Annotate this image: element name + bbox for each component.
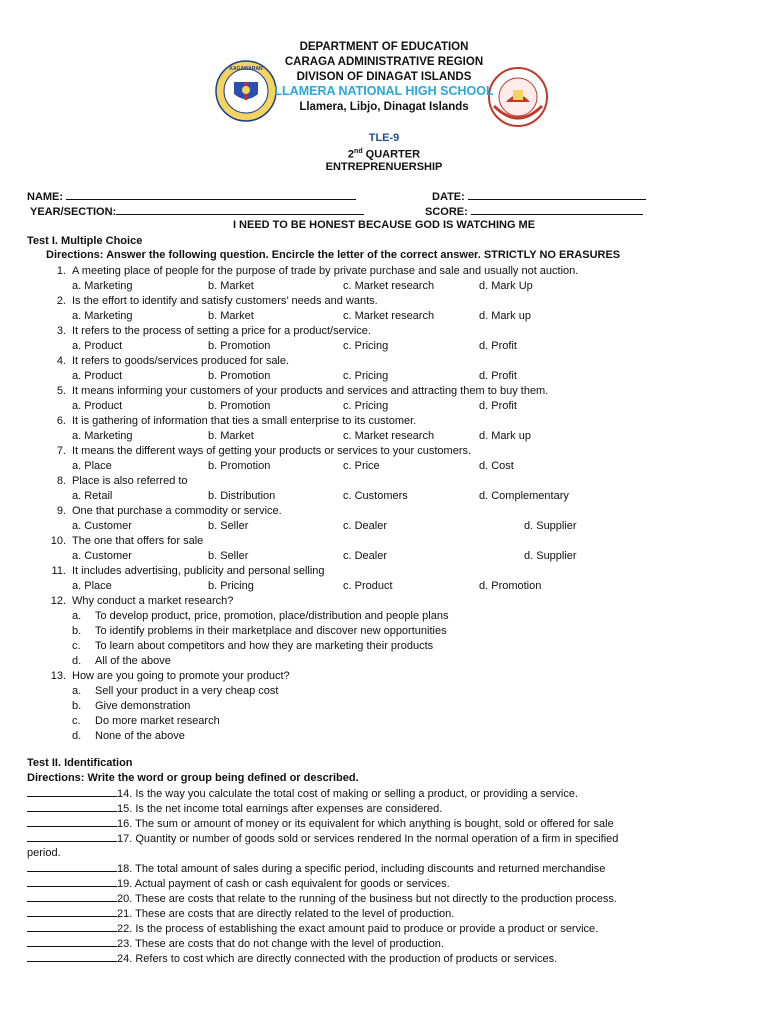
choice-letter[interactable]: b. (72, 625, 82, 637)
score-field[interactable]: SCORE: (425, 204, 643, 219)
choice-10-a[interactable]: a. Customer (72, 550, 132, 562)
question-text: It means the different ways of getting your products or services to your customers. (72, 445, 472, 457)
choice-1-c[interactable]: c. Market research (343, 280, 435, 292)
choice-7-c[interactable]: c. Price (343, 460, 380, 472)
identification-text: 20. These are costs that relate to the running of the business but not directly to the production process. (117, 893, 617, 905)
choice-1-a[interactable]: a. Marketing (72, 280, 133, 292)
choice-text[interactable]: Do more market research (95, 715, 220, 727)
question-number: 7. (56, 445, 66, 457)
question-number: 1. (56, 265, 66, 277)
division-heading: DIVISON OF DINAGAT ISLANDS (296, 71, 472, 83)
choice-8-c[interactable]: c. Customers (343, 490, 408, 502)
choice-7-a[interactable]: a. Place (72, 460, 112, 472)
question-number: 4. (56, 355, 66, 367)
subject-code: TLE-9 (368, 132, 400, 144)
answer-blank[interactable] (27, 936, 117, 947)
choice-6-d[interactable]: d. Mark up (479, 430, 531, 442)
answer-blank[interactable] (27, 816, 117, 827)
choice-letter[interactable]: d. (72, 655, 82, 667)
test2-directions: Directions: Write the word or group being defined or described. (27, 772, 359, 784)
identification-item (27, 936, 444, 951)
test1-title: Test I. Multiple Choice (27, 235, 143, 247)
identification-text: 17. Quantity or number of goods sold or services rendered In the normal operation of a firm in specified (117, 833, 619, 845)
school-name: LLAMERA NATIONAL HIGH SCHOOL (274, 84, 494, 98)
choice-text[interactable]: All of the above (95, 655, 171, 667)
answer-blank[interactable] (27, 951, 117, 962)
question-text: It refers to the process of setting a price for a product/service. (72, 325, 371, 337)
question-number: 12. (50, 595, 66, 607)
year-section-field[interactable]: YEAR/SECTION: (30, 204, 364, 219)
choice-letter[interactable]: c. (72, 715, 81, 727)
choice-4-c[interactable]: c. Pricing (343, 370, 389, 382)
question-text: The one that offers for sale (72, 535, 204, 547)
choice-5-a[interactable]: a. Product (72, 400, 123, 412)
question-number: 2. (56, 295, 66, 307)
question-number: 10. (50, 535, 66, 547)
topic-title: ENTREPRENUERSHIP (325, 161, 443, 173)
identification-item (27, 951, 557, 966)
dept-heading: DEPARTMENT OF EDUCATION (299, 41, 469, 53)
answer-blank[interactable] (27, 786, 117, 797)
identification-text: 16. The sum or amount of money or its equivalent for which anything is bought, sold or offered for sale (117, 818, 614, 830)
choice-1-d[interactable]: d. Mark Up (479, 280, 533, 292)
choice-text[interactable]: None of the above (95, 730, 185, 742)
choice-text[interactable]: To develop product, price, promotion, place/distribution and people plans (95, 610, 449, 622)
answer-blank[interactable] (27, 876, 117, 887)
choice-9-b[interactable]: b. Seller (208, 520, 249, 532)
identification-text: 21. These are costs that are directly related to the level of production. (117, 908, 455, 920)
identification-item (27, 906, 454, 921)
choice-4-d[interactable]: d. Profit (479, 370, 517, 382)
choice-7-d[interactable]: d. Cost (479, 460, 514, 472)
choice-3-d[interactable]: d. Profit (479, 340, 517, 352)
question-text: A meeting place of people for the purpose of trade by private purchase and sale and usually not auction. (72, 265, 579, 277)
question-text: How are you going to promote your product? (72, 670, 290, 682)
name-field[interactable]: NAME: (27, 189, 356, 204)
identification-text: 19. Actual payment of cash or cash equivalent for goods or services. (117, 878, 450, 890)
choice-10-c[interactable]: c. Dealer (343, 550, 388, 562)
choice-11-d[interactable]: d. Promotion (479, 580, 542, 592)
question-number: 11. (51, 565, 66, 577)
choice-2-a[interactable]: a. Marketing (72, 310, 133, 322)
svg-text:KAGAWARAN: KAGAWARAN (229, 66, 263, 72)
choice-4-b[interactable]: b. Promotion (208, 370, 271, 382)
question-number: 13. (50, 670, 66, 682)
answer-blank[interactable] (27, 861, 117, 872)
choice-text[interactable]: To identify problems in their marketplace and discover new opportunities (95, 625, 447, 637)
choice-3-a[interactable]: a. Product (72, 340, 123, 352)
identification-text: 24. Refers to cost which are directly connected with the production of products or services. (117, 953, 558, 965)
choice-8-b[interactable]: b. Distribution (208, 490, 276, 502)
identification-item (27, 891, 617, 906)
choice-2-d[interactable]: d. Mark up (479, 310, 531, 322)
choice-letter[interactable]: c. (72, 640, 81, 652)
choice-5-b[interactable]: b. Promotion (208, 400, 271, 412)
question-number: 6. (56, 415, 66, 427)
answer-blank[interactable] (27, 801, 117, 812)
choice-6-a[interactable]: a. Marketing (72, 430, 133, 442)
identification-text: 22. Is the process of establishing the exact amount paid to produce or provide a product or service. (117, 923, 599, 935)
identification-text: 23. These are costs that do not change with the level of production. (117, 938, 444, 950)
answer-blank[interactable] (27, 906, 117, 917)
choice-10-b[interactable]: b. Seller (208, 550, 249, 562)
date-field[interactable]: DATE: (432, 189, 646, 204)
choice-9-c[interactable]: c. Dealer (343, 520, 388, 532)
choice-5-d[interactable]: d. Profit (479, 400, 517, 412)
answer-blank[interactable] (27, 921, 117, 932)
answer-blank[interactable] (27, 891, 117, 902)
identification-text: 15. Is the net income total earnings after expenses are considered. (117, 803, 443, 815)
choice-4-a[interactable]: a. Product (72, 370, 123, 382)
question-text: It means informing your customers of your products and services and attracting them to buy them. (72, 385, 549, 397)
honesty-motto: I NEED TO BE HONEST BECAUSE GOD IS WATCHING ME (232, 219, 536, 231)
choice-11-a[interactable]: a. Place (72, 580, 112, 592)
question-number: 5. (56, 385, 66, 397)
identification-text: 18. The total amount of sales during a specific period, including discounts and returned merchandise (117, 863, 606, 875)
identification-item (27, 816, 614, 831)
question-text: Is the effort to identify and satisfy customers’ needs and wants. (72, 295, 378, 307)
question-number: 8. (56, 475, 66, 487)
choice-3-c[interactable]: c. Pricing (343, 340, 389, 352)
choice-9-a[interactable]: a. Customer (72, 520, 132, 532)
question-text: Why conduct a market research? (72, 595, 234, 607)
choice-3-b[interactable]: b. Promotion (208, 340, 271, 352)
choice-11-c[interactable]: c. Product (343, 580, 393, 592)
test2-title: Test II. Identification (27, 757, 133, 769)
identification-text: 14. Is the way you calculate the total cost of making or selling a product, or providing a service. (117, 788, 579, 800)
question-text: Place is also referred to (72, 475, 188, 487)
choice-letter[interactable]: a. (72, 685, 82, 697)
identification-item (27, 786, 578, 801)
choice-1-b[interactable]: b. Market (208, 280, 254, 292)
choice-text[interactable]: Sell your product in a very cheap cost (95, 685, 279, 697)
choice-5-c[interactable]: c. Pricing (343, 400, 389, 412)
choice-6-b[interactable]: b. Market (208, 430, 254, 442)
choice-8-a[interactable]: a. Retail (72, 490, 113, 502)
choice-11-b[interactable]: b. Pricing (208, 580, 254, 592)
choice-letter[interactable]: d. (72, 730, 82, 742)
quarter-label: 2nd QUARTER (347, 148, 421, 161)
choice-letter[interactable]: b. (72, 700, 82, 712)
choice-9-d[interactable]: d. Supplier (524, 520, 577, 532)
identification-item (27, 801, 442, 816)
question-text: It refers to goods/services produced for sale. (72, 355, 290, 367)
identification-text-continued: period. (27, 847, 61, 859)
school-address: Llamera, Libjo, Dinagat Islands (299, 101, 469, 113)
answer-blank[interactable] (27, 831, 117, 842)
question-text: It is gathering of information that ties a small enterprise to its customer. (72, 415, 417, 427)
choice-7-b[interactable]: b. Promotion (208, 460, 271, 472)
question-number: 9. (56, 505, 66, 517)
choice-letter[interactable]: a. (72, 610, 82, 622)
identification-item (27, 831, 618, 846)
choice-2-c[interactable]: c. Market research (343, 310, 435, 322)
choice-8-d[interactable]: d. Complementary (479, 490, 569, 502)
choice-text[interactable]: To learn about competitors and how they are marketing their products (95, 640, 434, 652)
region-heading: CARAGA ADMINISTRATIVE REGION (284, 56, 484, 68)
identification-item (27, 861, 605, 876)
choice-10-d[interactable]: d. Supplier (524, 550, 577, 562)
question-text: It includes advertising, publicity and personal selling (72, 565, 325, 577)
identification-item (27, 876, 450, 891)
choice-text[interactable]: Give demonstration (95, 700, 191, 712)
test1-directions: Directions: Answer the following question. Encircle the letter of the correct answer. STRICTLY NO ERASURES (46, 249, 621, 261)
identification-item (27, 921, 598, 936)
question-number: 3. (56, 325, 66, 337)
question-text: One that purchase a commodity or service. (72, 505, 282, 517)
choice-6-c[interactable]: c. Market research (343, 430, 435, 442)
choice-2-b[interactable]: b. Market (208, 310, 254, 322)
